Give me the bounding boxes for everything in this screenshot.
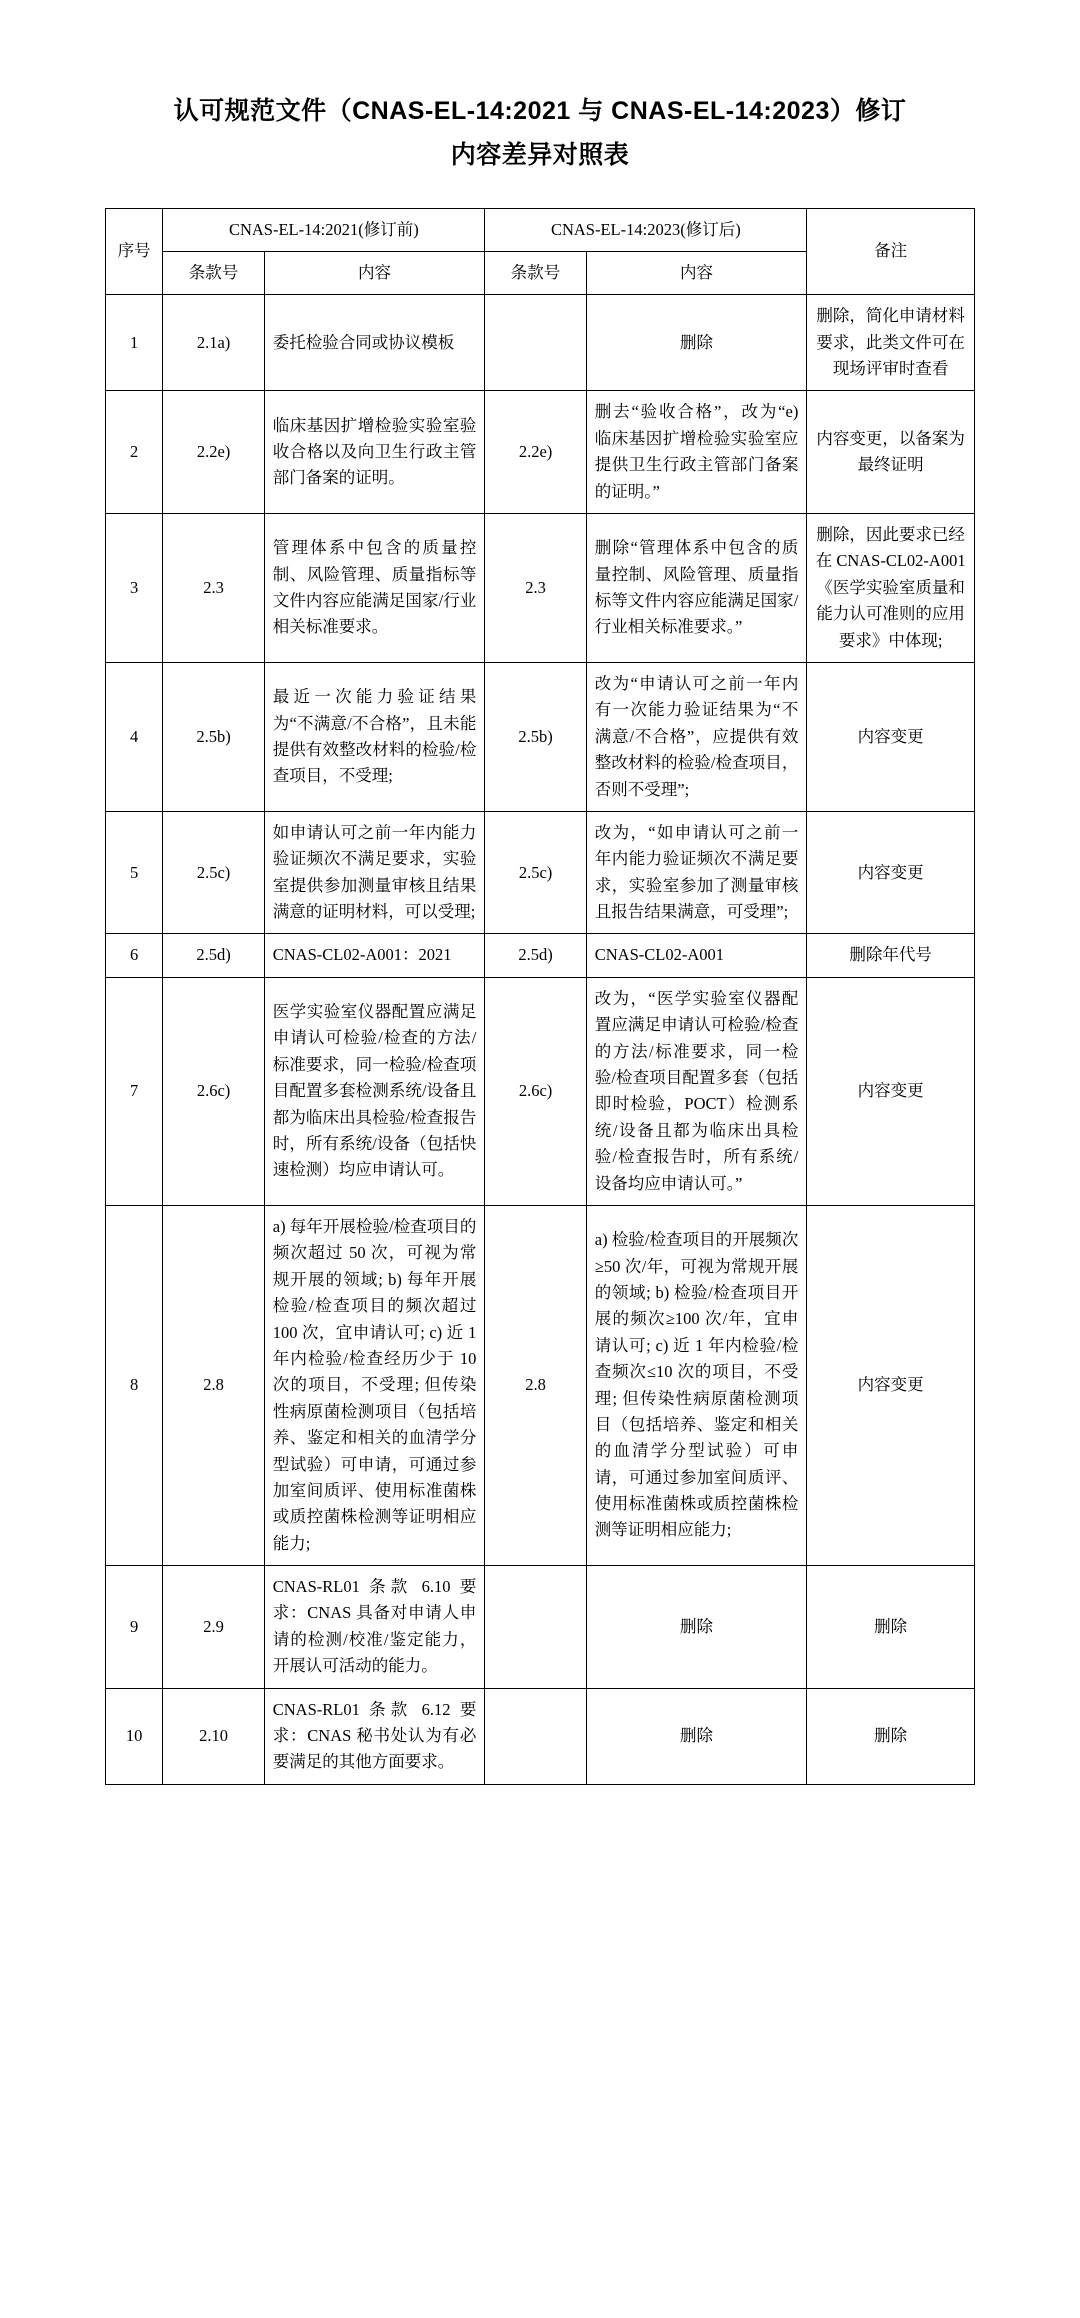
- table-row: [106, 662, 975, 811]
- cell-clause-old: 2.1a): [163, 295, 264, 391]
- cell-clause-old: 2.5c): [163, 811, 264, 934]
- header-clause-old: 条款号: [163, 251, 264, 294]
- cell-clause-new: 2.6c): [485, 977, 586, 1205]
- cell-content-new: 删除: [586, 295, 807, 391]
- header-remark: 备注: [807, 208, 975, 295]
- cell-seq: 1: [106, 295, 163, 391]
- cell-seq: 2: [106, 391, 163, 514]
- cell-content-new: 删去“验收合格”，改为“e) 临床基因扩增检验实验室应提供卫生行政主管部门备案的证明。”: [586, 391, 807, 514]
- cell-content-old: 如申请认可之前一年内能力验证频次不满足要求，实验室提供参加测量审核且结果满意的证明材料，可以受理;: [264, 811, 485, 934]
- cell-clause-old: 2.5b): [163, 662, 264, 811]
- table-row: [106, 1688, 975, 1784]
- cell-remark: 删除，简化申请材料要求，此类文件可在现场评审时查看: [807, 295, 975, 391]
- header-group-new: CNAS-EL-14:2023(修订后): [485, 208, 807, 251]
- cell-clause-new: 2.5c): [485, 811, 586, 934]
- cell-clause-old: 2.5d): [163, 934, 264, 977]
- header-seq: 序号: [106, 208, 163, 295]
- cell-seq: 8: [106, 1206, 163, 1566]
- table-row: [106, 514, 975, 663]
- cell-content-old: 最近一次能力验证结果为“不满意/不合格”，且未能提供有效整改材料的检验/检查项目，不受理;: [264, 662, 485, 811]
- cell-seq: 7: [106, 977, 163, 1205]
- table-row: [106, 1206, 975, 1566]
- table-row: [106, 977, 975, 1205]
- table-header: [106, 208, 975, 295]
- cell-seq: 3: [106, 514, 163, 663]
- cell-remark: 内容变更: [807, 1206, 975, 1566]
- cell-content-old: a) 每年开展检验/检查项目的频次超过 50 次，可视为常规开展的领域; b) 每年开展检验/检查项目的频次超过 100 次，宜申请认可; c) 近 1 年内检验/检查经历少于 10 次的项目，不受理; 但传染性病原菌检测项目（包括培养、鉴定和相关的血清学分型试验）可申请，可通过参加室间质评、使用标准菌株或质控菌株检测等证明相应能力;: [264, 1206, 485, 1566]
- cell-clause-old: 2.8: [163, 1206, 264, 1566]
- cell-remark: 删除: [807, 1688, 975, 1784]
- revision-comparison-table: [105, 208, 975, 1785]
- cell-seq: 4: [106, 662, 163, 811]
- table-row: [106, 391, 975, 514]
- table-row: [106, 811, 975, 934]
- cell-content-new: 删除“管理体系中包含的质量控制、风险管理、质量指标等文件内容应能满足国家/行业相关标准要求。”: [586, 514, 807, 663]
- cell-content-old: 临床基因扩增检验实验室验收合格以及向卫生行政主管部门备案的证明。: [264, 391, 485, 514]
- cell-clause-old: 2.10: [163, 1688, 264, 1784]
- cell-content-new: a) 检验/检查项目的开展频次≥50 次/年，可视为常规开展的领域; b) 检验/检查项目开展的频次≥100 次/年，宜申请认可; c) 近 1 年内检验/检查频次≤10 次的项目，不受理; 但传染性病原菌检测项目（包括培养、鉴定和相关的血清学分型试验）可申请，可通过参加室间质评、使用标准菌株或质控菌株检测等证明相应能力;: [586, 1206, 807, 1566]
- cell-remark: 删除，因此要求已经在 CNAS-CL02-A001《医学实验室质量和能力认可准则的应用要求》中体现;: [807, 514, 975, 663]
- cell-content-old: 委托检验合同或协议模板: [264, 295, 485, 391]
- cell-seq: 10: [106, 1688, 163, 1784]
- page-title-line-2: 内容差异对照表: [450, 140, 630, 169]
- cell-content-new: CNAS-CL02-A001: [586, 934, 807, 977]
- cell-content-old: CNAS-RL01 条款 6.10 要求：CNAS 具备对申请人申请的检测/校准/鉴定能力，开展认可活动的能力。: [264, 1566, 485, 1689]
- cell-content-old: 医学实验室仪器配置应满足申请认可检验/检查的方法/标准要求，同一检验/检查项目配置多套检测系统/设备且都为临床出具检验/检查报告时，所有系统/设备（包括快速检测）均应申请认可。: [264, 977, 485, 1205]
- table-row: [106, 1566, 975, 1689]
- cell-clause-old: 2.3: [163, 514, 264, 663]
- cell-content-old: CNAS-RL01 条款 6.12 要求：CNAS 秘书处认为有必要满足的其他方面要求。: [264, 1688, 485, 1784]
- cell-remark: 内容变更: [807, 662, 975, 811]
- cell-content-new: 改为，“如申请认可之前一年内能力验证频次不满足要求，实验室参加了测量审核且报告结果满意，可受理”;: [586, 811, 807, 934]
- cell-content-new: 改为，“医学实验室仪器配置应满足申请认可检验/检查的方法/标准要求，同一检验/检查项目配置多套（包括即时检验，POCT）检测系统/设备且都为临床出具检验/检查报告时，所有系统/设备均应申请认可。”: [586, 977, 807, 1205]
- page-title: [105, 90, 975, 178]
- cell-clause-new: 2.2e): [485, 391, 586, 514]
- cell-content-old: CNAS-CL02-A001：2021: [264, 934, 485, 977]
- cell-clause-new: [485, 295, 586, 391]
- cell-clause-new: 2.8: [485, 1206, 586, 1566]
- cell-remark: 内容变更: [807, 811, 975, 934]
- cell-seq: 6: [106, 934, 163, 977]
- cell-clause-new: 2.5b): [485, 662, 586, 811]
- page-title-line-1: 认可规范文件（CNAS-EL-14:2021 与 CNAS-EL-14:2023）修订: [173, 97, 907, 125]
- header-clause-new: 条款号: [485, 251, 586, 294]
- cell-content-new: 改为“申请认可之前一年内有一次能力验证结果为“不满意/不合格”，应提供有效整改材料的检验/检查项目，否则不受理”;: [586, 662, 807, 811]
- table-row: [106, 934, 975, 977]
- cell-content-new: 删除: [586, 1566, 807, 1689]
- cell-remark: 内容变更，以备案为最终证明: [807, 391, 975, 514]
- cell-clause-new: 2.3: [485, 514, 586, 663]
- header-content-new: 内容: [586, 251, 807, 294]
- cell-clause-old: 2.6c): [163, 977, 264, 1205]
- cell-clause-new: 2.5d): [485, 934, 586, 977]
- cell-clause-old: 2.2e): [163, 391, 264, 514]
- cell-seq: 5: [106, 811, 163, 934]
- cell-remark: 删除: [807, 1566, 975, 1689]
- table-body: [106, 295, 975, 1785]
- cell-content-new: 删除: [586, 1688, 807, 1784]
- cell-remark: 删除年代号: [807, 934, 975, 977]
- table-header-row-groups: [106, 208, 975, 251]
- cell-clause-new: [485, 1688, 586, 1784]
- cell-content-old: 管理体系中包含的质量控制、风险管理、质量指标等文件内容应能满足国家/行业相关标准要求。: [264, 514, 485, 663]
- cell-clause-old: 2.9: [163, 1566, 264, 1689]
- header-content-old: 内容: [264, 251, 485, 294]
- cell-seq: 9: [106, 1566, 163, 1689]
- table-row: [106, 295, 975, 391]
- cell-remark: 内容变更: [807, 977, 975, 1205]
- cell-clause-new: [485, 1566, 586, 1689]
- header-group-old: CNAS-EL-14:2021(修订前): [163, 208, 485, 251]
